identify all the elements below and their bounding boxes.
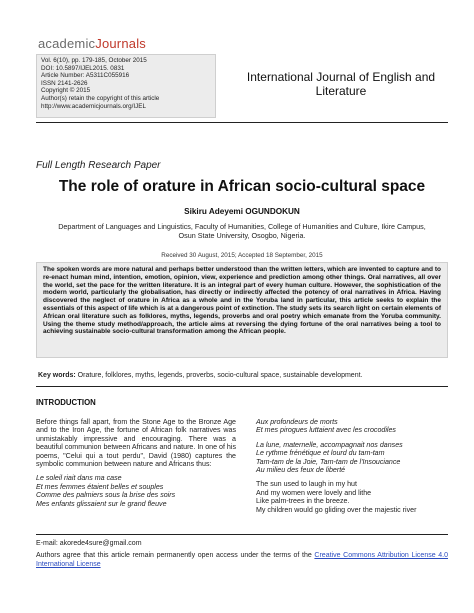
license-text: Authors agree that this article remain permanently open access under the terms of the — [36, 552, 315, 559]
meta-url[interactable]: http://www.academicjournals.org/IJEL — [41, 102, 146, 110]
article-metadata-box — [36, 54, 216, 118]
publisher-logo — [38, 36, 146, 51]
keywords-list: Orature, folklores, myths, legends, proverbs, socio-cultural space, sustainable development. — [75, 372, 363, 379]
paper-type: Full Length Research Paper — [36, 160, 161, 171]
journal-title: International Journal of English and Literature — [246, 70, 436, 98]
poem-line: Tam-tam de la Joie, Tam-tam de l'Insouciance — [256, 457, 401, 466]
poem-english-translation — [256, 480, 448, 514]
meta-article-number: Article Number: A5311C055916 — [41, 72, 130, 80]
logo-journals: Journals — [95, 36, 146, 51]
left-column — [36, 418, 236, 508]
introduction-heading: INTRODUCTION — [36, 398, 96, 407]
poem-line: The sun used to laugh in my hut — [256, 480, 357, 489]
poem-line: Comme des palmiers sous la brise des soirs — [36, 491, 176, 500]
author-name: Sikiru Adeyemi OGUNDOKUN — [184, 207, 300, 216]
poem-french-stanza-2 — [256, 418, 448, 435]
meta-rights: Author(s) retain the copyright of this article — [41, 94, 160, 102]
poem-french-stanza-3 — [256, 441, 448, 475]
header-row — [36, 54, 448, 118]
poem-line: Aux profondeurs de morts — [256, 418, 338, 426]
meta-doi: DOI: 10.5897/IJEL2015. 0831 — [41, 64, 125, 72]
logo-academic: academic — [38, 36, 96, 51]
poem-french-stanza-1 — [36, 474, 236, 508]
right-column — [256, 418, 448, 514]
abstract-text: The spoken words are more natural and perhaps better understood than the written letters, which are invented to capture and to re-enact human mind, intention, emotion, opinion, view, experience and prediction among other things. Oral narratives, all over the world, set the pace for the written literature. It is an integral part of every human culture. However, the sophistication of the modern world, particularly the globalisation, has directly or indirectly affected the potency of oral narratives in Africa. Having discovered the neglect of orature in Africa as a whole and in the Yoruba land in particular, this article seeks to explain the essentials of this aspect of life which is at a dangerous point of extinction. The study sets its search light on certain elements of African oral literature such as folklores, myths, legends, proverbs and oral poetry which emanate from the Yoruba community. Using the theme study method/approach, the article aims at reversing the dying fortune of the oral narratives being a tool to achieving sustainable socio-cultural transformation among the African people. — [43, 266, 441, 336]
poem-line: My children would go gliding over the majestic river — [256, 505, 417, 514]
meta-copyright: Copyright © 2015 — [41, 87, 91, 95]
footer-divider — [36, 534, 448, 535]
intro-paragraph: Before things fall apart, from the Stone Age to the Bronze Age and to the Iron Age, the fortune of African folk narratives was unmistakably impressive and encouraging. There was a beautiful communion between Africans and nature. In one of his poems, "Celui qui a tout perdu", David (1980) captures the symbolic communion between nature and Africans thus: — [36, 418, 236, 469]
keywords-label: Key words: — [38, 372, 76, 379]
section-divider — [36, 386, 448, 387]
poem-line: Le soleil riait dans ma case — [36, 474, 122, 483]
license-link[interactable]: Creative Commons Attribution License 4.0 International License — [36, 552, 448, 568]
received-accepted-dates: Received 30 August, 2015; Accepted 18 September, 2015 — [161, 252, 323, 259]
meta-volume: Vol. 6(10), pp. 179-185, October 2015 — [41, 57, 147, 64]
keywords — [38, 372, 448, 379]
poem-line: La lune, maternelle, accompagnait nos danses — [256, 440, 403, 449]
author-email: E-mail: akorede4sure@gmail.com — [36, 540, 142, 547]
poem-line: Le rythme frénétique et lourd du tam-tam — [256, 449, 385, 458]
author-affiliation: Department of Languages and Linguistics, Faculty of Humanities, College of Humanities and Culture, Ikire Campus, Osun State University, Osogbo, Nigeria. — [58, 222, 426, 240]
header-divider — [36, 122, 448, 123]
poem-line: Mes enfants glissaient sur le grand fleuve — [36, 499, 167, 508]
poem-line: Et mes femmes étaient belles et souples — [36, 482, 164, 491]
poem-line: And my women were lovely and lithe — [256, 488, 372, 497]
poem-line: Like palm-trees in the breeze. — [256, 497, 350, 506]
abstract-box — [36, 262, 448, 358]
paper-title: The role of orature in African socio-cultural space — [58, 178, 426, 195]
meta-issn: ISSN 2141-2626 — [41, 79, 88, 87]
license-statement — [36, 552, 448, 569]
poem-line: Et mes pirogues luttaient avec les crocodiles — [256, 426, 396, 435]
poem-line: Au milieu des feux de liberté — [256, 466, 346, 475]
